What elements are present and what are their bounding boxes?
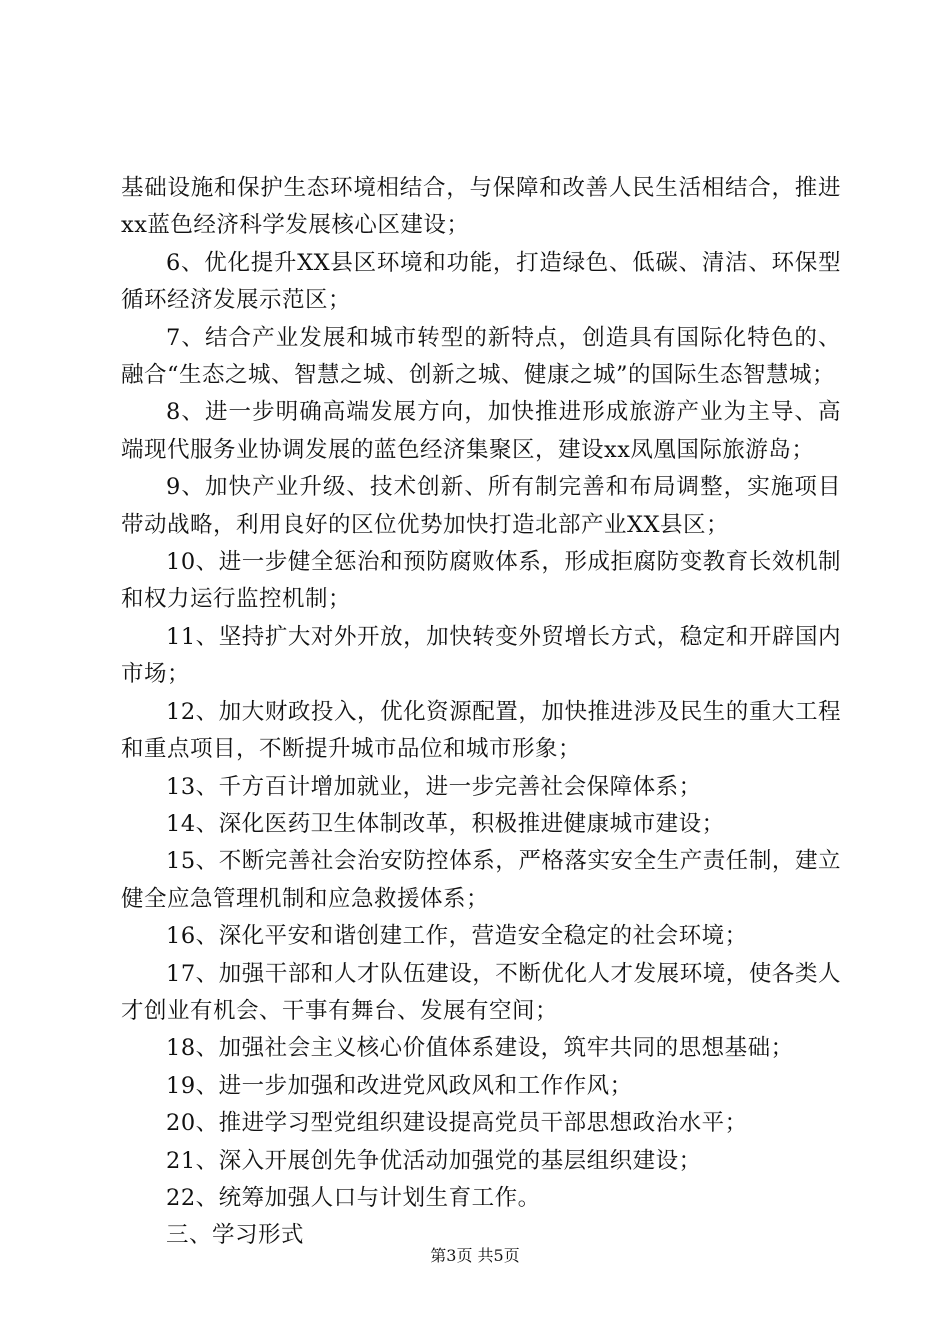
paragraph-item-6: 6、优化提升XX县区环境和功能，打造绿色、低碳、清洁、环保型循环经济发展示范区；: [121, 249, 841, 314]
paragraph-item-14: 14、深化医药卫生体制改革，积极推进健康城市建设；: [166, 810, 725, 837]
paragraph-item-19: 19、进一步加强和改进党风政风和工作作风；: [166, 1072, 633, 1099]
paragraph-item-20: 20、推进学习型党组织建设提高党员干部思想政治水平；: [166, 1110, 748, 1137]
paragraph-item-18: 18、加强社会主义核心价值体系建设，筑牢共同的思想基础；: [166, 1035, 794, 1062]
paragraph-item-13: 13、千方百计增加就业，进一步完善社会保障体系；: [166, 773, 702, 800]
document-body: [121, 170, 841, 1255]
paragraph-item-7: 7、结合产业发展和城市转型的新特点，创造具有国际化特色的、融合“生态之城、智慧之城、创新之城、健康之城”的国际生态智慧城；: [121, 324, 841, 389]
paragraph-item-11: 11、坚持扩大对外开放，加快转变外贸增长方式，稳定和开辟国内市场；: [121, 623, 841, 688]
paragraph-item-15: 15、不断完善社会治安防控体系，严格落实安全生产责任制，建立健全应急管理机制和应急救援体系；: [121, 848, 841, 912]
paragraph-item-12: 12、加大财政投入，优化资源配置，加快推进涉及民生的重大工程和重点项目，不断提升城市品位和城市形象；: [121, 698, 841, 763]
section-heading: 三、学习形式: [166, 1222, 305, 1249]
paragraph-item-17: 17、加强干部和人才队伍建设，不断优化人才发展环境，使各类人才创业有机会、干事有舞台、发展有空间；: [121, 960, 841, 1024]
paragraph-item-8: 8、进一步明确高端发展方向，加快推进形成旅游产业为主导、高端现代服务业协调发展的蓝色经济集聚区，建设xx凤凰国际旅游岛；: [121, 399, 841, 463]
paragraph-item-22: 22、统筹加强人口与计划生育工作。: [166, 1184, 541, 1211]
paragraph-item-16: 16、深化平安和谐创建工作，营造安全稳定的社会环境；: [166, 923, 748, 950]
paragraph-item-21: 21、深入开展创先争优活动加强党的基层组织建设；: [166, 1147, 702, 1174]
paragraph-item-9: 9、加快产业升级、技术创新、所有制完善和布局调整，实施项目带动战略，利用良好的区位优势加快打造北部产业XX县区；: [121, 474, 841, 538]
page-number-footer: 第3页 共5页: [430, 1246, 520, 1265]
paragraph-item-10: 10、进一步健全惩治和预防腐败体系，形成拒腐防变教育长效机制和权力运行监控机制；: [121, 549, 841, 613]
paragraph-continuation: 基础设施和保护生态环境相结合，与保障和改善人民生活相结合，推进xx蓝色经济科学发展核心区建设；: [121, 175, 841, 239]
